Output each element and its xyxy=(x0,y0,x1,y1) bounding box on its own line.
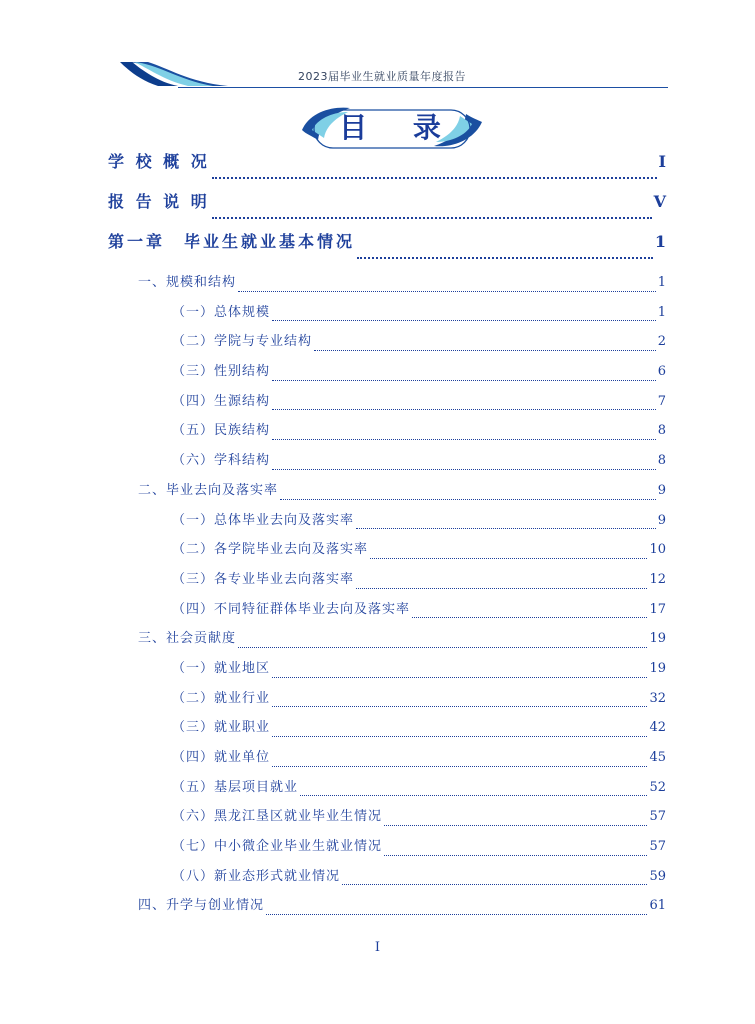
toc-entry-label: （三）性别结构 xyxy=(172,364,271,380)
toc-entry-page: 8 xyxy=(657,453,666,469)
toc-entry-label: 三、社会贡献度 xyxy=(138,631,237,647)
header-wave-decoration xyxy=(118,58,318,90)
toc-entry-label: 四、升学与创业情况 xyxy=(138,898,265,914)
toc-title-block xyxy=(292,100,492,155)
table-of-contents xyxy=(108,148,666,921)
toc-entry[interactable] xyxy=(108,802,666,832)
toc-leader-dots xyxy=(272,319,656,321)
toc-entry-label: （一）总体规模 xyxy=(172,304,271,320)
toc-entry[interactable] xyxy=(108,298,666,328)
toc-entry-page: 57 xyxy=(649,809,666,825)
toc-leader-dots xyxy=(370,557,647,559)
toc-leader-dots xyxy=(272,438,656,440)
toc-entry-label: （六）黑龙江垦区就业毕业生情况 xyxy=(172,809,383,825)
toc-leader-dots xyxy=(212,216,652,219)
toc-entry-page: 52 xyxy=(649,779,666,795)
toc-entry[interactable] xyxy=(108,713,666,743)
toc-entry[interactable] xyxy=(108,684,666,714)
toc-entry-page: 1 xyxy=(657,275,666,290)
toc-leader-dots xyxy=(238,290,656,292)
toc-entry[interactable] xyxy=(108,148,666,188)
toc-entry-label: （三）各专业毕业去向落实率 xyxy=(172,571,355,587)
toc-entry-page: 9 xyxy=(657,512,666,528)
toc-entry-label: （七）中小微企业毕业生就业情况 xyxy=(172,839,383,855)
toc-entry-page: 57 xyxy=(649,839,666,855)
toc-entry[interactable] xyxy=(108,743,666,773)
toc-leader-dots xyxy=(238,646,647,648)
header-title: 2023届毕业生就业质量年度报告 xyxy=(298,70,466,83)
toc-leader-dots xyxy=(314,349,656,351)
toc-entry-page: I xyxy=(658,152,666,171)
toc-entry[interactable] xyxy=(108,357,666,387)
toc-entry-label: （一）就业地区 xyxy=(172,660,271,676)
toc-entry-page: 17 xyxy=(649,601,666,617)
toc-entry[interactable] xyxy=(108,832,666,862)
toc-leader-dots xyxy=(280,498,656,500)
toc-entry-label: 二、毕业去向及落实率 xyxy=(138,482,279,498)
toc-leader-dots xyxy=(412,616,647,618)
toc-entry[interactable] xyxy=(108,188,666,228)
toc-entry-page: 1 xyxy=(657,304,666,320)
toc-entry[interactable] xyxy=(108,228,666,268)
toc-leader-dots xyxy=(266,913,647,915)
toc-leader-dots xyxy=(357,256,653,259)
toc-entry[interactable] xyxy=(108,387,666,417)
toc-leader-dots xyxy=(212,176,657,179)
toc-entry-page: 42 xyxy=(649,720,666,736)
toc-leader-dots xyxy=(272,676,647,678)
toc-leader-dots xyxy=(272,735,647,737)
toc-entry-label: （三）就业职业 xyxy=(172,720,271,736)
toc-entry-page: 19 xyxy=(649,631,666,647)
toc-entry[interactable] xyxy=(108,565,666,595)
toc-entry-label: （四）生源结构 xyxy=(172,393,271,409)
toc-entry-page: 19 xyxy=(649,660,666,676)
toc-entry-label: （八）新业态形式就业情况 xyxy=(172,868,341,884)
toc-entry[interactable] xyxy=(108,476,666,506)
toc-entry-label: 第一章 毕业生就业基本情况 xyxy=(108,232,356,251)
toc-entry[interactable] xyxy=(108,773,666,803)
toc-title: 目 录 xyxy=(339,111,459,144)
toc-entry[interactable] xyxy=(108,268,666,298)
toc-entry-label: （四）不同特征群体毕业去向及落实率 xyxy=(172,601,411,617)
toc-entry-page: 6 xyxy=(657,364,666,380)
toc-entry-label: （五）基层项目就业 xyxy=(172,779,299,795)
toc-leader-dots xyxy=(272,379,656,381)
toc-leader-dots xyxy=(384,824,647,826)
toc-entry[interactable] xyxy=(108,624,666,654)
page-header xyxy=(118,58,668,90)
toc-entry[interactable] xyxy=(108,891,666,921)
page-number: I xyxy=(374,940,381,955)
toc-leader-dots xyxy=(272,468,656,470)
toc-leader-dots xyxy=(272,408,656,410)
toc-entry-label: 学 校 概 况 xyxy=(108,152,210,171)
toc-entry-page: 8 xyxy=(657,423,666,439)
toc-entry-page: 10 xyxy=(649,542,666,558)
toc-leader-dots xyxy=(384,854,647,856)
toc-entry-label: （六）学科结构 xyxy=(172,453,271,469)
toc-leader-dots xyxy=(356,587,647,589)
toc-entry[interactable] xyxy=(108,535,666,565)
toc-entry-page: 2 xyxy=(657,334,666,350)
toc-entry-label: （二）各学院毕业去向及落实率 xyxy=(172,542,369,558)
toc-entry-label: （五）民族结构 xyxy=(172,423,271,439)
toc-entry[interactable] xyxy=(108,862,666,892)
toc-leader-dots xyxy=(272,765,647,767)
toc-entry[interactable] xyxy=(108,595,666,625)
toc-entry-page: 12 xyxy=(649,571,666,587)
toc-entry-label: （二）学院与专业结构 xyxy=(172,334,313,350)
toc-leader-dots xyxy=(272,705,647,707)
toc-entry-page: 45 xyxy=(649,750,666,765)
toc-entry-page: 7 xyxy=(657,393,666,409)
toc-entry-page: 9 xyxy=(657,482,666,498)
toc-entry-page: 32 xyxy=(649,690,666,706)
toc-entry[interactable] xyxy=(108,506,666,536)
toc-entry-label: （一）总体毕业去向及落实率 xyxy=(172,512,355,528)
toc-leader-dots xyxy=(356,527,656,529)
toc-entry-label: （二）就业行业 xyxy=(172,690,271,706)
toc-entry-page: 59 xyxy=(649,868,666,884)
toc-entry-page: 1 xyxy=(654,232,666,251)
toc-entry[interactable] xyxy=(108,416,666,446)
toc-entry[interactable] xyxy=(108,446,666,476)
toc-entry-page: V xyxy=(653,192,666,211)
toc-leader-dots xyxy=(300,794,647,796)
toc-entry[interactable] xyxy=(108,654,666,684)
toc-entry-page: 61 xyxy=(649,898,666,914)
header-divider xyxy=(178,87,668,88)
toc-entry-label: 报 告 说 明 xyxy=(108,192,210,211)
toc-entry-label: （四）就业单位 xyxy=(172,750,271,765)
toc-entry-label: 一、规模和结构 xyxy=(138,275,237,290)
toc-leader-dots xyxy=(342,883,647,885)
toc-entry[interactable] xyxy=(108,327,666,357)
